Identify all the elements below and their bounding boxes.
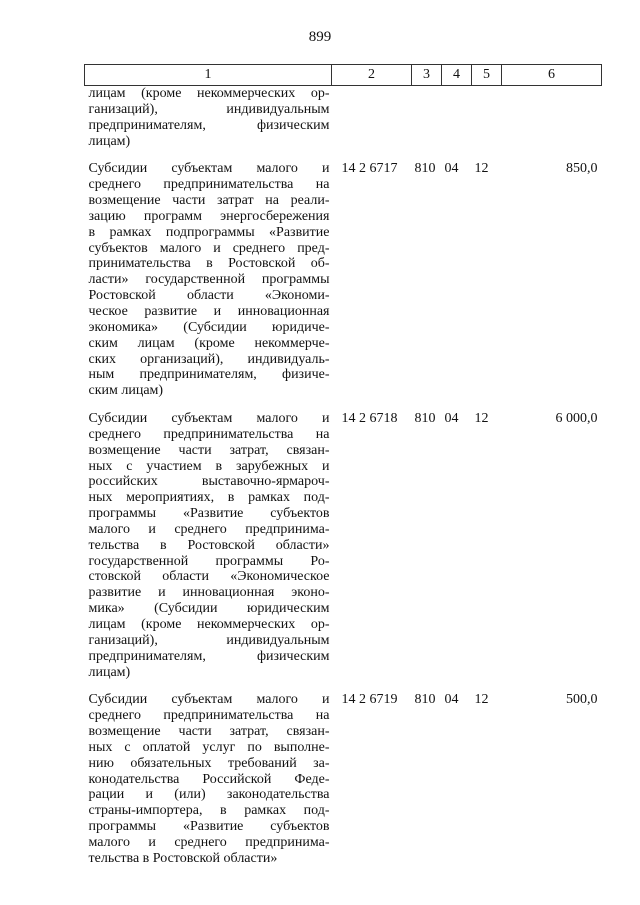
description-line: ским лицам (кроме некоммерче- — [88, 335, 330, 351]
expense-type-code: 810 — [414, 692, 436, 708]
description-line: принимательства в Ростовской об- — [88, 256, 330, 272]
description-line: в рамках подпрограммы «Развитие — [88, 224, 330, 240]
description-line: предпринимателям, физическим — [88, 117, 330, 133]
description-line: конодательства Российской Феде- — [88, 771, 330, 787]
description-line: нию обязательных требований за- — [88, 755, 330, 771]
continuation-description — [85, 86, 332, 150]
description-line: возмещение части затрат, связан- — [88, 442, 330, 458]
amount: 850,0 — [566, 161, 598, 177]
description-line: ласти» государственной программы — [88, 272, 330, 288]
description-line: Субсидии субъектам малого и — [88, 411, 330, 427]
row-spacer — [85, 149, 602, 161]
description-line: ных с участием в зарубежных и — [88, 458, 330, 474]
column-header-2: 2 — [332, 65, 412, 86]
amount: 500,0 — [566, 692, 598, 708]
description-line: ным предпринимателям, физиче- — [88, 367, 330, 383]
section-code: 04 — [444, 161, 459, 177]
subsection-code: 12 — [474, 161, 489, 177]
description-line: зацию программ энергосбережения — [88, 208, 330, 224]
description-line: тельства в Ростовской области» — [88, 850, 278, 866]
description-line: государственной программы Ро- — [88, 553, 330, 569]
description-line: лицам (кроме некоммерческих ор- — [88, 617, 330, 632]
description-line: Субсидии субъектам малого и — [88, 161, 330, 177]
description-line: страны-импортера, в рамках под- — [88, 803, 330, 819]
description-line: ских организаций), индивидуаль- — [88, 351, 330, 367]
description-line: экономика» (Субсидии юридиче- — [88, 319, 330, 335]
description-line: малого и среднего предпринима- — [88, 834, 330, 850]
column-header-3: 3 — [412, 65, 442, 86]
description-line: малого и среднего предпринима- — [88, 521, 330, 537]
budget-table-container — [84, 64, 604, 867]
column-header-6: 6 — [502, 65, 602, 86]
row-description — [85, 411, 332, 680]
column-header-1: 1 — [85, 65, 332, 86]
page-number: 899 — [308, 29, 332, 45]
expense-type-code: 810 — [414, 161, 436, 177]
column-header-4: 4 — [442, 65, 472, 86]
description-line: ганизаций), индивидуальным — [88, 632, 330, 648]
description-line: лицам) — [88, 664, 131, 680]
description-line: возмещение части затрат, связан- — [88, 724, 330, 740]
target-article-code: 14 2 6718 — [341, 411, 398, 427]
description-line: Ростовской области «Экономи- — [88, 288, 330, 304]
amount: 6 000,0 — [555, 411, 598, 427]
description-line: ским лицам) — [88, 383, 164, 399]
description-line: российских выставочно-ярмароч- — [88, 474, 330, 490]
section-code: 04 — [444, 411, 459, 427]
row-description — [85, 161, 332, 399]
description-line: возмещение части затрат на реали- — [88, 193, 330, 209]
section-code: 04 — [444, 692, 459, 708]
description-line: среднего предпринимательства на — [88, 426, 330, 442]
row-spacer — [85, 399, 602, 411]
description-line: мика» (Субсидии юридическим — [88, 601, 330, 617]
row-spacer — [85, 680, 602, 692]
target-article-code: 14 2 6717 — [341, 161, 398, 177]
description-line: ческое развитие и инновационная — [88, 303, 330, 319]
column-header-5: 5 — [472, 65, 502, 86]
description-line: Субсидии субъектам малого и — [88, 692, 330, 708]
budget-table — [84, 64, 602, 867]
description-line: предпринимателям, физическим — [88, 648, 330, 664]
description-line: среднего предпринимательства на — [88, 708, 330, 724]
description-line: программы «Развитие субъектов — [88, 819, 330, 835]
table-row — [85, 411, 602, 680]
description-line: лицам (кроме некоммерческих ор- — [88, 86, 330, 101]
subsection-code: 12 — [474, 692, 489, 708]
description-line: развитие и инновационная эконо- — [88, 585, 330, 601]
table-body — [85, 86, 602, 867]
table-row — [85, 692, 602, 866]
description-line: стовской области «Экономическое — [88, 569, 330, 585]
target-article-code: 14 2 6719 — [341, 692, 398, 708]
description-line: среднего предпринимательства на — [88, 177, 330, 193]
subsection-code: 12 — [474, 411, 489, 427]
description-line: рации и (или) законодательства — [88, 787, 330, 803]
description-line: ных с оплатой услуг по выполне- — [88, 739, 330, 755]
table-row — [85, 161, 602, 399]
row-description — [85, 692, 332, 866]
description-line: программы «Развитие субъектов — [88, 506, 330, 522]
description-line: лицам) — [88, 133, 131, 149]
column-number-header-row — [85, 65, 602, 86]
description-line: ганизаций), индивидуальным — [88, 101, 330, 117]
continuation-row — [85, 86, 602, 150]
expense-type-code: 810 — [414, 411, 436, 427]
description-line: субъектов малого и среднего пред- — [88, 240, 330, 256]
description-line: тельства в Ростовской области» — [88, 537, 330, 553]
description-line: ных мероприятиях, в рамках под- — [88, 490, 330, 506]
